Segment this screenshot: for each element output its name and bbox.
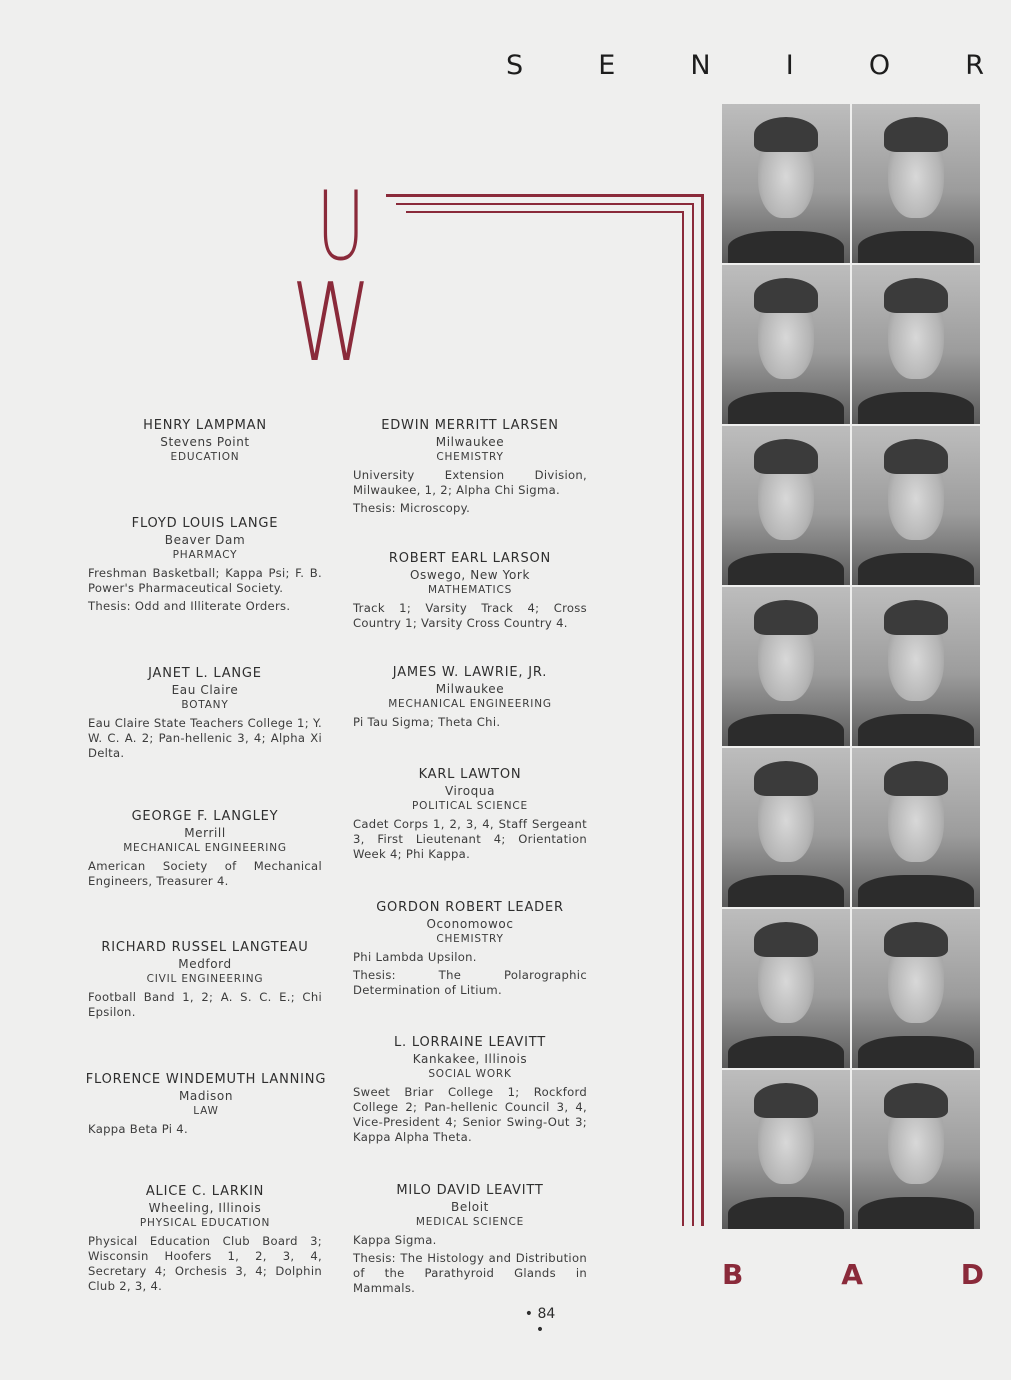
portrait-karl-lawton — [852, 587, 980, 746]
senior-major: POLITICAL SCIENCE — [412, 800, 528, 812]
senior-entry — [88, 417, 322, 468]
portrait-janet-l-lange — [722, 426, 850, 585]
footer-badger — [722, 1258, 984, 1291]
senior-entry — [88, 808, 322, 889]
senior-activities: American Society of Mechanical Engineers, Treasurer 4. — [88, 859, 322, 888]
header-letter: O — [868, 50, 893, 81]
senior-name: HENRY LAMPMAN — [143, 418, 267, 433]
senior-name: MILO DAVID LEAVITT — [396, 1183, 544, 1198]
senior-entry — [88, 665, 322, 761]
footer-letter: D — [960, 1258, 984, 1291]
senior-activities: Kappa Sigma. — [353, 1233, 437, 1247]
senior-hometown: Milwaukee — [435, 435, 505, 449]
portrait-george-f-langley — [722, 587, 850, 746]
header-letter: I — [785, 50, 796, 81]
senior-entry — [353, 1034, 587, 1145]
senior-activities: Kappa Beta Pi 4. — [88, 1122, 188, 1136]
senior-activities: Track 1; Varsity Track 4; Cross Country 1; Varsity Cross Country 4. — [353, 601, 587, 630]
senior-name: L. LORRAINE LEAVITT — [394, 1035, 546, 1050]
senior-thesis: Thesis: The Polarographic Determination of Litium. — [353, 968, 587, 997]
senior-major: CIVIL ENGINEERING — [146, 973, 264, 985]
portrait-alice-c-larkin — [722, 1070, 850, 1229]
senior-activities: University Extension Division, Milwaukee, 1, 2; Alpha Chi Sigma. — [353, 468, 587, 497]
portrait-florence-windemuth-lanning — [722, 909, 850, 1068]
header-letter: R — [965, 50, 986, 81]
senior-activities: Physical Education Club Board 3; Wisconsin Hoofers 1, 2, 3, 4, Secretary 4; Orchesis 3, 4; Dolphin Club 2, 3, 4. — [88, 1234, 322, 1293]
senior-activities: Pi Tau Sigma; Theta Chi. — [353, 715, 501, 729]
header-letter: N — [690, 50, 713, 81]
senior-entry — [353, 766, 587, 862]
senior-hometown: Viroqua — [444, 784, 496, 798]
senior-major: MECHANICAL ENGINEERING — [388, 698, 552, 710]
portrait-richard-russel-langteau — [722, 748, 850, 907]
senior-name: EDWIN MERRITT LARSEN — [381, 418, 559, 433]
portrait-milo-david-leavitt — [852, 1070, 980, 1229]
senior-activities: Eau Claire State Teachers College 1; Y. W. C. A. 2; Pan-hellenic 3, 4; Alpha Xi Delta. — [88, 716, 322, 760]
senior-activities: Phi Lambda Upsilon. — [353, 950, 477, 964]
senior-name: GORDON ROBERT LEADER — [376, 900, 564, 915]
senior-thesis: Thesis: Microscopy. — [353, 501, 471, 515]
page-number: • 84 • — [524, 1306, 556, 1338]
senior-major: PHYSICAL EDUCATION — [139, 1217, 271, 1229]
portrait-gordon-robert-leader — [852, 748, 980, 907]
senior-hometown: Kankakee, Illinois — [412, 1052, 528, 1066]
header-letter: E — [598, 50, 618, 81]
senior-entry — [353, 550, 587, 631]
senior-hometown: Merrill — [184, 826, 226, 840]
senior-hometown: Oswego, New York — [409, 568, 531, 582]
logo-letter-w: W — [291, 261, 372, 386]
senior-entry — [353, 664, 587, 730]
senior-entry — [88, 515, 322, 614]
senior-major: CHEMISTRY — [436, 451, 504, 463]
senior-thesis: Thesis: The Histology and Distribution of the Parathyroid Glands in Mammals. — [353, 1251, 587, 1295]
portrait-james-w-lawrie — [852, 426, 980, 585]
portrait-robert-earl-larson — [852, 265, 980, 424]
portrait-edwin-merritt-larsen — [852, 104, 980, 263]
senior-entry — [84, 1071, 328, 1137]
senior-hometown: Eau Claire — [171, 683, 239, 697]
senior-major: LAW — [193, 1105, 219, 1117]
footer-letter: A — [841, 1258, 863, 1291]
senior-thesis: Thesis: Odd and Illiterate Orders. — [88, 599, 291, 613]
senior-name: ROBERT EARL LARSON — [388, 551, 552, 566]
senior-name: JAMES W. LAWRIE, JR. — [392, 665, 548, 680]
portrait-floyd-louis-lange — [722, 265, 850, 424]
senior-activities: Cadet Corps 1, 2, 3, 4, Staff Sergeant 3, First Lieutenant 4; Orientation Week 4; Phi Kappa. — [353, 817, 587, 861]
portrait-l-lorraine-leavitt — [852, 909, 980, 1068]
senior-name: ALICE C. LARKIN — [145, 1184, 265, 1199]
senior-entry — [353, 899, 587, 998]
footer-letter: B — [722, 1258, 744, 1291]
senior-entry — [88, 1183, 322, 1294]
portrait-grid — [722, 104, 980, 1229]
senior-hometown: Stevens Point — [160, 435, 250, 449]
senior-major: EDUCATION — [170, 451, 240, 463]
senior-hometown: Milwaukee — [435, 682, 505, 696]
senior-activities: Freshman Basketball; Kappa Psi; F. B. Power's Pharmaceutical Society. — [88, 566, 322, 595]
senior-entry — [353, 1182, 587, 1296]
header-senior — [506, 50, 986, 81]
senior-activities: Football Band 1, 2; A. S. C. E.; Chi Epsilon. — [88, 990, 322, 1019]
senior-name: JANET L. LANGE — [148, 666, 262, 681]
senior-hometown: Wheeling, Illinois — [148, 1201, 262, 1215]
senior-name: GEORGE F. LANGLEY — [131, 809, 279, 824]
header-letter: S — [506, 50, 526, 81]
senior-hometown: Medford — [178, 957, 232, 971]
senior-major: CHEMISTRY — [436, 933, 504, 945]
senior-hometown: Madison — [178, 1089, 234, 1103]
logo-letter-u: U — [316, 172, 366, 282]
senior-major: MECHANICAL ENGINEERING — [123, 842, 287, 854]
senior-name: RICHARD RUSSEL LANGTEAU — [101, 940, 309, 955]
senior-major: PHARMACY — [172, 549, 238, 561]
uw-logo — [286, 172, 386, 386]
senior-name: KARL LAWTON — [418, 767, 522, 782]
senior-major: MATHEMATICS — [427, 584, 513, 596]
senior-major: BOTANY — [181, 699, 229, 711]
senior-major: MEDICAL SCIENCE — [415, 1216, 525, 1228]
senior-name: FLORENCE WINDEMUTH LANNING — [85, 1072, 327, 1087]
senior-hometown: Beaver Dam — [164, 533, 246, 547]
senior-name: FLOYD LOUIS LANGE — [131, 516, 279, 531]
senior-hometown: Oconomowoc — [426, 917, 514, 931]
senior-entry — [353, 417, 587, 516]
senior-hometown: Beloit — [451, 1200, 489, 1214]
senior-entry — [88, 939, 322, 1020]
senior-activities: Sweet Briar College 1; Rockford College 2; Pan-hellenic Council 3, 4, Vice-President 4; Senior Swing-Out 3; Kappa Alpha Theta. — [353, 1085, 587, 1144]
senior-major: SOCIAL WORK — [428, 1068, 512, 1080]
portrait-henry-lampman — [722, 104, 850, 263]
